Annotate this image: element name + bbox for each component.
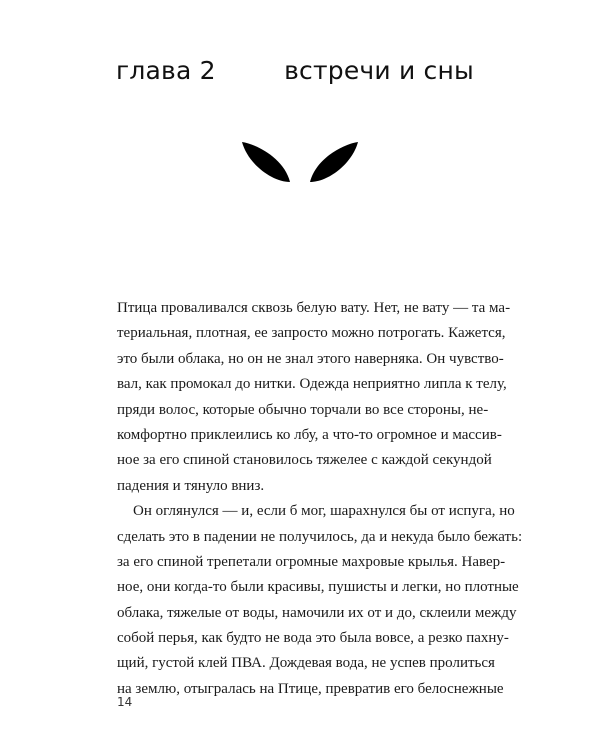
chapter-number: глава 2 <box>116 56 216 85</box>
left-eye-shape <box>242 142 290 182</box>
right-eye-shape <box>310 142 358 182</box>
text-line: ное, они когда-то были красивы, пушисты и легки, но плотные <box>117 579 519 596</box>
text-line: падения и тянуло вниз. <box>117 477 265 494</box>
text-line: териальная, плотная, ее запросто можно потрогать. Кажется, <box>117 325 506 342</box>
chapter-title: встречи и сны <box>284 56 474 85</box>
page-number: 14 <box>117 695 133 709</box>
text-line: за его спиной трепетали огромные махровые крылья. Навер- <box>117 553 506 570</box>
text-line: Птица проваливался сквозь белую вату. Нет, не вату — та ма- <box>117 300 511 316</box>
text-line: ное за его спиной становилось тяжелее с каждой секундой <box>117 452 492 469</box>
text-line: щий, густой клей ПВА. Дождевая вода, не успев пролиться <box>117 655 495 672</box>
text-line: на землю, отыгралась на Птице, превратив его белоснежные <box>117 680 504 697</box>
text-line: Он оглянулся — и, если б мог, шарахнулся бы от испуга, но <box>133 503 515 520</box>
text-line: сделать это в падении не получилось, да и некуда было бежать: <box>117 528 523 545</box>
text-line: пряди волос, которые обычно торчали во все стороны, не- <box>117 401 489 418</box>
text-line: это были облака, но он не знал этого наверняка. Он чувство- <box>117 350 504 367</box>
text-line: собой перья, как будто не вода это была вовсе, а резко пахну- <box>117 630 509 647</box>
text-line: облака, тяжелые от воды, намочили их от и до, склеили между <box>117 604 517 621</box>
eyes-ornament-icon <box>238 138 362 186</box>
text-line: комфортно приклеились ко лбу, а что-то огромное и массив- <box>117 426 502 443</box>
body-text <box>117 296 523 702</box>
text-line: вал, как промокал до нитки. Одежда неприятно липла к телу, <box>117 376 507 393</box>
